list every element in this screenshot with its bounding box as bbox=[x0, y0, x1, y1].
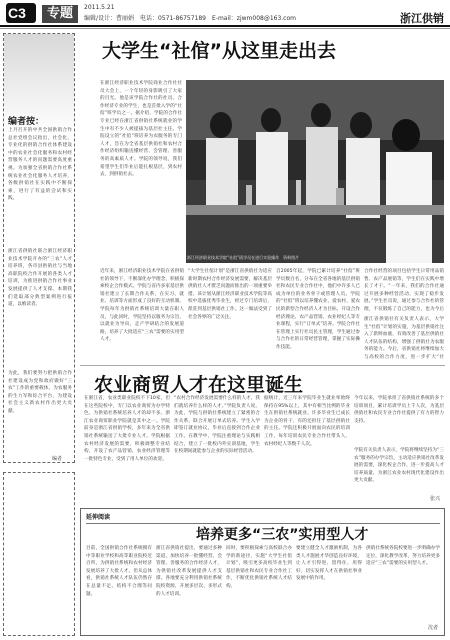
extended-reading-label: 延伸阅读 bbox=[86, 514, 111, 521]
editors-note-sign: 编者 bbox=[52, 456, 63, 462]
article2-sign: 张兴 bbox=[430, 496, 441, 502]
article2-col4: 今年以来，学院承担了省供销社系统的多个培训项目，累计培训学员上千人次，为基层供销社和农民专业合作社提供了有力的智力支持。 bbox=[354, 396, 444, 424]
article2-col2: “农村合作经济发展需要什么样的人才，我们就培养什么样的人才。”学院负责人说。为此，学院与供销社系统建立了紧密的合作关系，联合开展订单式培养。学生入学即签订就业协议，毕业后直接到合作企业工作。在教学中，学院注重理论与实践相结合，建立了一批校内外实训基地，学生在校期间就能参与企业的实际经营活动。 bbox=[174, 396, 260, 455]
section-label: 专题 bbox=[42, 5, 78, 23]
article1-col4: 自2005年起，学院已累计培养“社倌”班学员数百名，分布在全省各地的基层供销社和农民专业合作社中，他们中许多人已成为单位的业务骨干或管理人员。学院的“社倌”班以培养懂农业、爱农村、爱农民的新型合作经济人才为目标，开设合作经济理论、农产品营销、农业经纪人等专业课程，实行“订单式”培养。学院合作社在管理上实行社员民主管理，学生通过参与合作社的日常经营管理，掌握了实际操作技能。 bbox=[276, 269, 360, 350]
article1-headline: 大学生“社倌”从这里走出去 bbox=[102, 40, 336, 62]
article1-photo bbox=[186, 80, 444, 263]
box-col3: 同时，要积极探索与高校联合办学的新途径，实施“大学生社倌计划”，吸引更多高校毕业生到基层供销社和农民专业合作社工作，不断优化供销社系统人才结构。 bbox=[226, 546, 292, 589]
article1-col1: 在浙江经济职业技术学院商业合作社社员大会上，一个年轻的身影吸引了大家的目光。他是该学院合作社的社员、合作经济专业的学生，也是首批入学的“社倌”班学员之一。据介绍，学院的合作社专业已经在浙江省供销社系统就业的学生中有不少人被提拔为基层社主任。学院设立的“社倌”班培养为农服务的专门人才，旨在为全省基层供销社和农村合作经济组织输送懂经营、会管理、善服务的高素质人才。学院的领导说，我们希望学生们毕业后能扎根基层，到农村去，到供销社去。 bbox=[100, 81, 182, 178]
brand-name: 浙江供销 bbox=[400, 12, 444, 25]
extended-reading-headline: 培养更多“三农”实用型人才 bbox=[196, 527, 369, 543]
box-col4: 要建立健全人才激励机制，为各类人才施展才华创造良好环境，让人才引得进、留得住、用得好，切实发挥人才在供销社事业发展中的作用。 bbox=[296, 546, 362, 582]
editors-note-para-2: 浙江省供销社联合浙江经济职业技术学院开办的“三农”人才培养班，各市县供销社与当地高职院校合作开展的各类人才培训，为推进供销合作社事业发展提供了人才支撑。本期我们选取部分典型案例进行报道，以飨读者。 bbox=[8, 249, 72, 308]
article2-rule bbox=[80, 365, 445, 366]
article1-col6: 浙江省供销社有关负责人表示，大学生“社倌”计划的实施，为基层供销社注入了新鲜血液，有效改善了基层供销社人才队伍的结构，增强了供销社为农服务的能力。今后，省供销社将继续加大与高校的合作力度，进一步扩大“社 bbox=[364, 317, 444, 360]
article1-col3: “大学生社倌计划”是浙江省供销社为适应新时期农村合作经济发展需要，解决基层供销社人才匮乏问题而推出的一项重要举措。该计划从浙江经济职业技术学院等高校中选拔优秀毕业生，经过专门培训后，派驻到基层供销社工作。这一做法受到了社会各界的广泛关注。 bbox=[188, 269, 272, 320]
article2-col1: 在浙江省，农业类职业院校不下10家，但在这些院校中，专门以农业商贸为办学特色、为供销社系统培养人才的却不多。浙江农业商贸职业学院就是其中之一。学院前身是浙江省供销学校，多年来为全省供销社系统输送了大批专业人才。学院根据农村经济发展的需要，积极调整专业结构，开设了农产品营销、农业经济管理等一批特色专业，受到了用人单位的欢迎。 bbox=[84, 396, 170, 462]
article2-col5: 学院有关负责人表示，学院将继续坚持为“三农”服务的办学宗旨，主动适应供销社改革发展的需要，深化校企合作，进一步提高人才培养质量，为浙江农业农村现代化建设作出更大贡献。 bbox=[354, 448, 444, 484]
editors-note-para-3: 为此，我们要努力把供销合作社建设成为党和政府做好“三农”工作的重要载体、为农服务的生力军和综合平台，为建设社会主义新农村作出更大贡献。 bbox=[8, 371, 72, 414]
lab-students-image bbox=[186, 80, 444, 263]
article1-col2: 近年来，浙江经济职业技术学院在省供销社的领导下，不断深化办学理念，积极探索校企合作模式。学院与省内多家基层供销社建立了长期合作关系，在实习、就业、培训等方面形成了良好的互动机制。学院每年为供销社系统培训大量在职人员，与此同时，学院坚持以服务为宗旨，以就业为导向，走产学研结合的发展道路，培养了大批适应“三农”需要的实用型人才。 bbox=[100, 269, 184, 343]
issue-date: 2011.5.21 bbox=[84, 4, 115, 11]
article2-col3: 据统计，近三年来学院毕业生就业率始终保持在95%以上，其中有相当比例的毕业生在供销社系统就业。许多毕业生已成长为企业的骨干，有的还担任了基层供销社的主任。学院还积极开展面向农民的培训工作，每年培训农民专业合作社带头人、农村经纪人等数千人次。 bbox=[264, 396, 350, 447]
header-rule-thin bbox=[0, 28, 450, 29]
box-col1: 目前，全国供销合作社系统拥有中等职业学校和高等职业院校近百所，为供销社系统和农村经济发展培养了大批人才。但从总体看，供销社系统人才队伍仍然存在总量不足、结构不合理等问题。 bbox=[86, 546, 152, 597]
box-sign: 沈者 bbox=[428, 625, 439, 631]
editors-note-para-1: 上月召开的中共全国供销合作总社党组会议指出，社会化、专业化的供销合作社体系建设中的农业社会化服务和农村经营服务人才的问题需要高度重视。为加强全省供销合作社系统农业社会化服务人才培养，各级供销社在实践中不断探索，进行了有益的尝试和实践。 bbox=[8, 128, 72, 202]
photo-caption: 浙江经济职业技术学院“社倌”班学员在进行实验操作 资料图片 bbox=[187, 255, 300, 260]
editors-note-title: 编者按： bbox=[8, 117, 45, 127]
box-col5: 供销社系统各院校要进一步明确办学定位，深化教学改革，努力培养更多适应“三农”需要的实用型人才。 bbox=[366, 546, 440, 567]
page-number: C3 bbox=[8, 5, 26, 21]
article2-headline: 农业商贸人才在这里诞生 bbox=[94, 374, 304, 396]
header-rule bbox=[0, 25, 450, 27]
left-dashed-box bbox=[3, 472, 75, 636]
article1-col5: 合作社经营的项目包括学生日常用品销售、农产品展销等，学生们在实践中增长了才干。“一年来，我们的合作社通过开展多种经营活动，实现了稳步发展。”学生社员说，通过参与合作社的管理，不仅锻炼了自己的能力，也为今后 bbox=[364, 269, 444, 312]
editor-contact: 编辑/设计：曹丽娟 电话：0571-86757189 E-mail：zjwm008@163.com bbox=[84, 15, 297, 22]
box-col2: 浙江省供销社提出，要通过多种渠道，加快培养一批懂经营、会管理、善服务的合作经济人才，为供销社改革发展提供人才支撑。各地要充分利用供销社系统院校资源，开展多层次、多形式的人才培训。 bbox=[156, 546, 222, 597]
